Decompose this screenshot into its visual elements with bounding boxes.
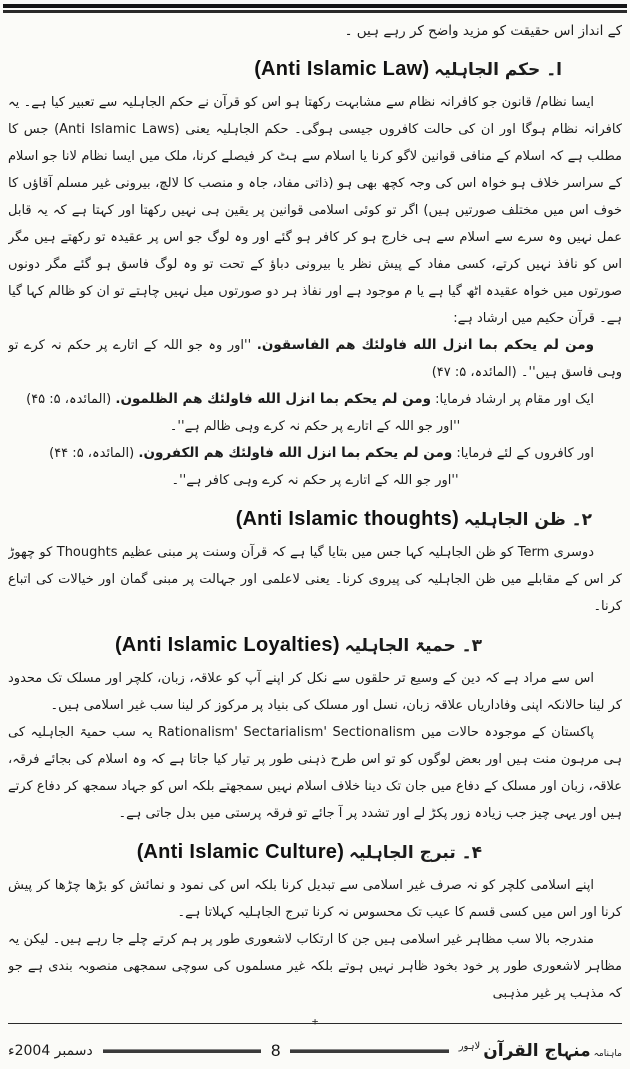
section-3-paragraph-1: اس سے مراد ہے کہ دین کے وسیع تر حلقوں سے نکل کر اپنے آپ کو علاقہ، زبان، کلچر اور مسلک تک محدود کر لینا حالانکہ اپنی وفاداریاں علاقہ زبان، نسل اور مسلک کی بنیاد پر مرکوز کر لینا سب غیر اسلامی ہیں۔ [8,671,622,713]
section-4-paragraph-2: مندرجہ بالا سب مظاہر غیر اسلامی ہیں جن کا ارتکاب لاشعوری طور پر ہم کرتے چلے جا رہے ہیں۔ لیکن یہ مظاہر لاشعوری طور پر خود بخود ظاہر نہیں ہوتے بلکہ غیر مسلموں کی سوچی سمجھی منصوبہ بندی ہے جو کہ مذہب پر غیر مذہبی [8,932,622,1001]
verse-2-arabic-text: ومن لم يحكم بما انزل الله فاولئك هم الظلمون. [115,391,432,407]
footer-dash-right [290,1049,448,1053]
section-1-title-english: (Anti Islamic Law) [254,58,430,80]
section-3-title-english: (Anti Islamic Loyalties) [115,634,340,656]
magazine-name: منہاج القرآن [483,1041,591,1061]
page-footer [8,1015,622,1061]
verse-3-arabic-text: ومن لم يحكم بما انزل الله فاولئك هم الكفرون. [138,445,453,461]
verse-1-translation: ''اور وہ جو اللہ کے اتارے پر حکم نہ کرے تو وہی فاسق ہیں''۔ [8,338,622,380]
section-4-paragraph-1: اپنے اسلامی کلچر کو نہ صرف غیر اسلامی سے تبدیل کرنا بلکہ اس کی نمود و نمائش کو بڑھا چڑھا کر پیش کرنا اور اس میں کسی قسم کا عیب تک محسوس نہ کرنا تبرج الجاہلیہ کہلاتا ہے۔ [8,878,622,920]
verse-2-lead: ایک اور مقام پر ارشاد فرمایا: [435,392,594,407]
quran-verse-2 [8,386,622,413]
section-3-title-urdu: ۳۔ حمیۃ الجاہلیہ [344,636,482,656]
verse-3-translation: ''اور جو اللہ کے اتارے پر حکم نہ کرے وہی کافر ہے''۔ [171,473,459,488]
intro-line: کے انداز اس حقیقت کو مزید واضح کر رہے ہیں ۔ [344,23,622,39]
page-number: 8 [270,1040,281,1060]
magazine-city: لاہور [458,1041,481,1052]
footer-row [8,1040,622,1061]
section-2-title-english: (Anti Islamic thoughts) [235,508,459,530]
section-3-paragraph-2: پاکستان کے موجودہ حالات میں Rationalism' Sectarialism' Sectionalism یہ سب حمیۃ الجاہلیہ کی ہی مرہون منت ہیں اور بعض لوگوں کو تو اس طرح ذہنی طور پر تیار کیا جاتا ہے کہ وہ اسلام کی بجائے فرقہ، علاقہ، زبان اور مسلک کے دفاع میں جان تک دینا خلاف اسلام نہیں سمجھتے بلکہ اس کو جہاد سمجھ کر دفاع کرتے ہیں اور یہی چیز جب زیادہ زور پکڑ لے اور تشدد پر آ جائے تو فرقہ پرستی میں بدل جاتی ہے۔ [8,725,622,821]
section-1-title-urdu: ا۔ حکم الجاہلیہ [434,60,562,80]
section-2-title-urdu: ۲۔ ظن الجاہلیہ [463,510,592,530]
magazine-prefix: ماہنامہ [593,1049,622,1059]
verse-3-lead: اور کافروں کے لئے فرمایا: [456,446,594,461]
section-1-heading [8,58,622,81]
top-border-rule [3,4,627,10]
section-3-heading [8,634,622,657]
page-body [8,16,622,1003]
issue-date: دسمبر 2004ء [8,1042,93,1059]
verse-2-translation: ''اور جو اللہ کے اتارے پر حکم نہ کرے وہی ظالم ہے''۔ [169,419,461,434]
section-4-title-english: (Anti Islamic Culture) [136,841,344,863]
footer-dash-left [103,1049,261,1053]
section-4-title-urdu: ۴۔ تبرج الجاہلیہ [349,843,482,863]
quran-verse-1 [8,332,622,386]
footer-rule [8,1015,622,1028]
verse-1-reference: (المائدہ، ۵: ۴۷) [431,365,517,380]
section-2-heading [8,508,622,531]
crop-mark-icon: + [311,1015,319,1028]
quran-verse-3 [8,440,622,467]
verse-1-arabic-text: ومن لم يحكم بما انزل الله فاولئك هم الفاسقون. [256,337,594,353]
section-1-paragraph: ایسا نظام/ قانون جو کافرانہ نظام سے مشابہت رکھتا ہو اس کو قرآن نے حکم الجاہلیہ سے تعبیر کیا ہے۔ یہ کافرانہ نظام ہوگا اور ان کی حالت کافروں جیسی ہوگی۔ حکم الجاہلیہ یعنی (Anti Islamic Laws) جس کا مطلب ہے کہ اسلام کے منافی قوانین لاگو کرنا یا اسلام سے ہٹ کر فیصلے کرنا، ملک میں ایسا نظام لانا جو اسلام کے سراسر خلاف ہو خواہ اس کی وجہ کچھ بھی ہو (ذاتی مفاد، جاہ و منصب کا لالچ، بیرونی غیر مسلم آقاؤں کا خوف اس میں مختلف صورتیں ہیں) اگر تو کوئی اسلامی قوانین پر یقین ہی نہیں رکھتا اور کہتا ہے کہ یہ قابل عمل نہیں وہ سرے سے اسلام سے ہی خارج ہو کر کافر ہو گئے اور وہ لوگ جو اس پر عقیدہ تو رکھتے ہیں مگر اس کو نافذ نہیں کرتے، کسی مفاد کے پیش نظر یا بیرونی دباؤ کے تحت تو وہ لوگ فاسق ہو گئے مگر دونوں صورتوں میں خواہ عقیدہ اٹھ گیا ہے یا م موجود ہے اور نفاذ ہر دو صورتوں میل نہیں چاہتے تو ان کو ظالم کہا گیا ہے۔ قرآن حکیم میں ارشاد ہے: [8,95,622,326]
section-4-heading [8,841,622,864]
section-2-paragraph: دوسری Term کو ظن الجاہلیہ کہا جس میں بتایا گیا ہے کہ قرآن وسنت پر مبنی عظیم Thoughts کو چھوڑ کر اس کے مقابلے میں ظن الجاہلیہ کی پیروی کرنا۔ یعنی لاعلمی اور جہالت پر مبنی گمان اور خیالات کی اتباع کرنا۔ [8,545,622,614]
verse-2-reference: (المائدہ، ۵: ۴۵) [26,392,112,407]
verse-3-reference: (المائدہ، ۵: ۴۴) [49,446,135,461]
magazine-title [459,1040,622,1061]
